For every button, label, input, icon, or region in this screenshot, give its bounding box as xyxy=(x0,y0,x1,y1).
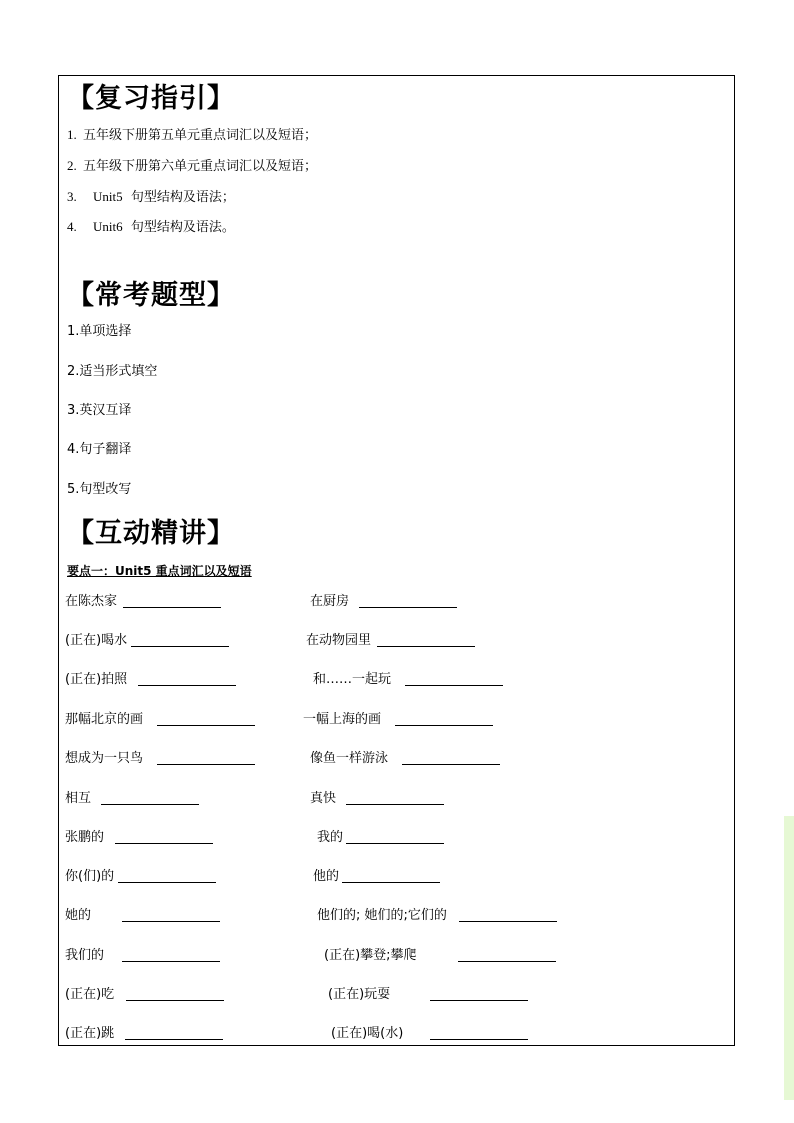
review-item: 2. 五年级下册第六单元重点词汇以及短语； xyxy=(67,158,318,174)
answer-blank[interactable] xyxy=(346,843,444,844)
key-point-subtitle: 要点一：Unit5 重点词汇以及短语 xyxy=(67,564,252,578)
vocab-prompt: 我们的 xyxy=(65,948,105,963)
vocab-row xyxy=(59,748,734,770)
vocab-row xyxy=(59,1023,734,1045)
answer-blank[interactable] xyxy=(395,725,493,726)
question-types-heading: 【常考题型】 xyxy=(67,280,235,311)
vocab-prompt: (正在)喝水 xyxy=(65,633,128,648)
vocab-prompt: 她的 xyxy=(65,908,92,923)
vocab-prompt: 像鱼一样游泳 xyxy=(310,751,389,766)
question-type-item: 2.适当形式填空 xyxy=(67,364,158,379)
vocab-prompt: (正在)喝(水) xyxy=(331,1026,404,1041)
answer-blank[interactable] xyxy=(430,1039,528,1040)
question-type-item: 1.单项选择 xyxy=(67,324,132,339)
vocab-prompt: 他的 xyxy=(313,869,340,884)
answer-blank[interactable] xyxy=(359,607,457,608)
answer-blank[interactable] xyxy=(125,1039,223,1040)
vocab-prompt: 一幅上海的画 xyxy=(303,712,382,727)
vocab-prompt: 在厨房 xyxy=(310,594,350,609)
vocab-row xyxy=(59,630,734,652)
vocab-prompt: 在动物园里 xyxy=(306,633,372,648)
answer-blank[interactable] xyxy=(157,764,255,765)
answer-blank[interactable] xyxy=(157,725,255,726)
vocab-prompt: 相互 xyxy=(65,791,92,806)
question-type-item: 4.句子翻译 xyxy=(67,442,132,457)
vocab-row xyxy=(59,591,734,613)
vocab-row xyxy=(59,788,734,810)
answer-blank[interactable] xyxy=(459,921,557,922)
vocab-row xyxy=(59,905,734,927)
answer-blank[interactable] xyxy=(118,882,216,883)
vocab-prompt: 张鹏的 xyxy=(65,830,105,845)
answer-blank[interactable] xyxy=(342,882,440,883)
vocab-row xyxy=(59,669,734,691)
review-item: 1. 五年级下册第五单元重点词汇以及短语； xyxy=(67,127,318,143)
answer-blank[interactable] xyxy=(122,961,220,962)
vocab-prompt: (正在)玩耍 xyxy=(328,987,391,1002)
vocab-prompt: 你(们)的 xyxy=(65,869,115,884)
answer-blank[interactable] xyxy=(126,1000,224,1001)
answer-blank[interactable] xyxy=(115,843,213,844)
review-heading: 【复习指引】 xyxy=(67,83,235,114)
vocab-row xyxy=(59,945,734,967)
answer-blank[interactable] xyxy=(405,685,503,686)
vocab-row xyxy=(59,709,734,731)
vocab-prompt: (正在)拍照 xyxy=(65,672,128,687)
answer-blank[interactable] xyxy=(131,646,229,647)
answer-blank[interactable] xyxy=(458,961,556,962)
vocab-row xyxy=(59,827,734,849)
answer-blank[interactable] xyxy=(123,607,221,608)
side-color-bar xyxy=(784,816,794,1100)
lecture-heading: 【互动精讲】 xyxy=(67,518,235,549)
question-type-item: 5.句型改写 xyxy=(67,482,132,497)
vocab-prompt: 和……一起玩 xyxy=(313,672,392,687)
vocab-prompt: (正在)吃 xyxy=(65,987,115,1002)
answer-blank[interactable] xyxy=(346,804,444,805)
question-type-item: 3.英汉互译 xyxy=(67,403,132,418)
answer-blank[interactable] xyxy=(122,921,220,922)
vocab-prompt: 想成为一只鸟 xyxy=(65,751,144,766)
answer-blank[interactable] xyxy=(402,764,500,765)
review-item: 3. Unit5 句型结构及语法； xyxy=(67,189,235,205)
vocab-prompt: 在陈杰家 xyxy=(65,594,118,609)
review-item: 4. Unit6 句型结构及语法。 xyxy=(67,219,235,235)
vocab-prompt: (正在)攀登;攀爬 xyxy=(324,948,417,963)
vocab-prompt: 真快 xyxy=(310,791,337,806)
vocab-prompt: 那幅北京的画 xyxy=(65,712,144,727)
worksheet-frame xyxy=(58,75,735,1046)
answer-blank[interactable] xyxy=(377,646,475,647)
answer-blank[interactable] xyxy=(138,685,236,686)
vocab-prompt: 他们的; 她们的;它们的 xyxy=(317,908,447,923)
answer-blank[interactable] xyxy=(101,804,199,805)
answer-blank[interactable] xyxy=(430,1000,528,1001)
vocab-row xyxy=(59,866,734,888)
vocab-prompt: (正在)跳 xyxy=(65,1026,115,1041)
vocab-prompt: 我的 xyxy=(317,830,344,845)
vocab-row xyxy=(59,984,734,1006)
